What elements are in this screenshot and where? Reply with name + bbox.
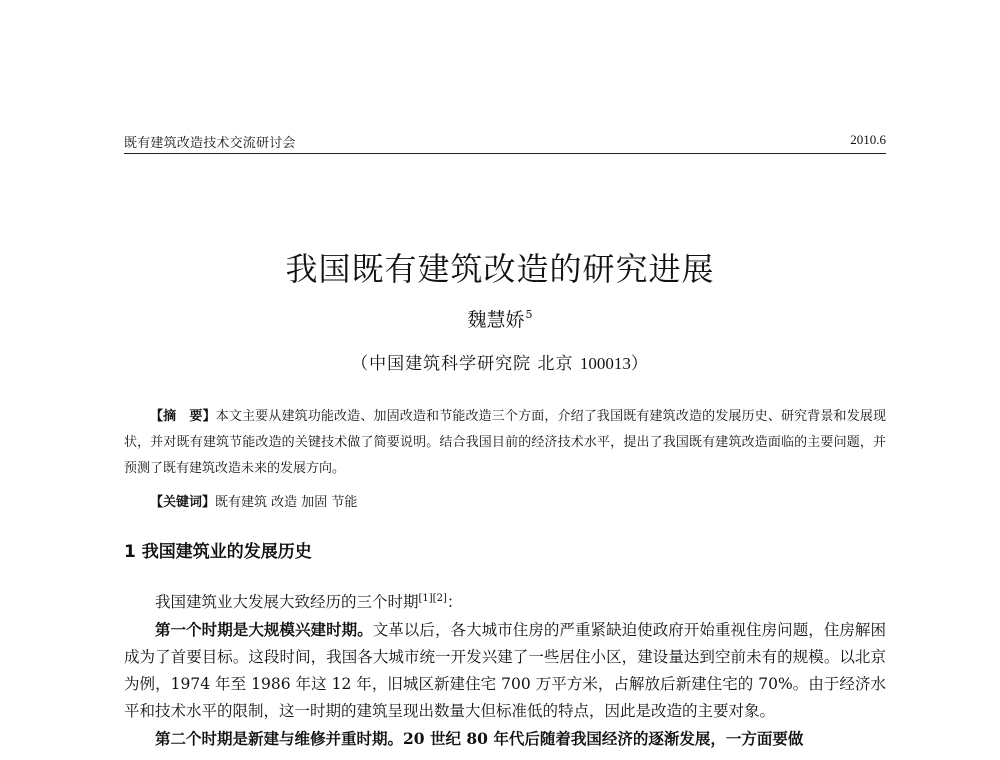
paragraph-lead: 第一个时期是大规模兴建时期。 [155, 620, 373, 639]
keywords [150, 492, 357, 514]
affiliation-open-paren: （ [351, 354, 370, 374]
abstract [124, 404, 886, 482]
keywords-tag: 【关键词】 [150, 495, 216, 510]
affiliation-postcode: 100013 [579, 354, 631, 373]
paragraph-lead-partial: 第二个时期是新建与维修并重时期。20 世纪 80 年代后随着我国经济的逐渐发展，一方面要做 [155, 729, 804, 748]
intro-text: 我国建筑业大发展大致经历的三个时期 [155, 593, 419, 611]
issue-date: 2010.6 [850, 132, 886, 147]
intro-colon: ： [446, 593, 463, 611]
body-paragraph-intro [124, 585, 886, 616]
author-name: 魏慧娇 [467, 309, 525, 331]
journal-name: 既有建筑改造技术交流研讨会 [124, 136, 296, 151]
section-heading: 1 我国建筑业的发展历史 [124, 542, 312, 562]
abstract-text: 本文主要从建筑功能改造、加固改造和节能改造三个方面，介绍了我国既有建筑改造的发展历史、研究背景和发展现状，并对既有建筑节能改造的关键技术做了简要说明。结合我国目前的经济技术水平，提出了我国既有建筑改造面临的主要问题，并预测了既有建筑改造未来的发展方向。 [124, 409, 886, 476]
section-body [124, 585, 886, 753]
citation-refs: [1][2] [418, 593, 447, 604]
affiliation [0, 349, 1000, 374]
running-header [124, 131, 886, 154]
body-paragraph-1 [124, 616, 886, 725]
body-paragraph-2 [124, 725, 886, 753]
author-line [0, 305, 1000, 332]
author-footnote-mark: 5 [525, 308, 533, 321]
affiliation-close-paren: ） [630, 354, 649, 374]
keywords-text: 既有建筑 改造 加固 节能 [215, 495, 358, 510]
abstract-tag: 【摘 要】 [150, 409, 216, 424]
affiliation-org: 中国建筑科学研究院 北京 [369, 354, 580, 374]
paper-title: 我国既有建筑改造的研究进展 [285, 250, 715, 288]
paragraph-text: 文革以后，各大城市住房的严重紧缺迫使政府开始重视住房问题，住房解困成为了首要目标。这段时间，我国各大城市统一开发兴建了一些居住小区，建设量达到空前未有的规模。以北京为例，1974 年至 1986 年这 12 年，旧城区新建住宅 700 万平方米，占解放后新建住宅的 70%。由于经济水平和技术水平的限制，这一时期的建筑呈现出数量大但标准低的特点，因此是改造的主要对象。 [124, 621, 886, 720]
